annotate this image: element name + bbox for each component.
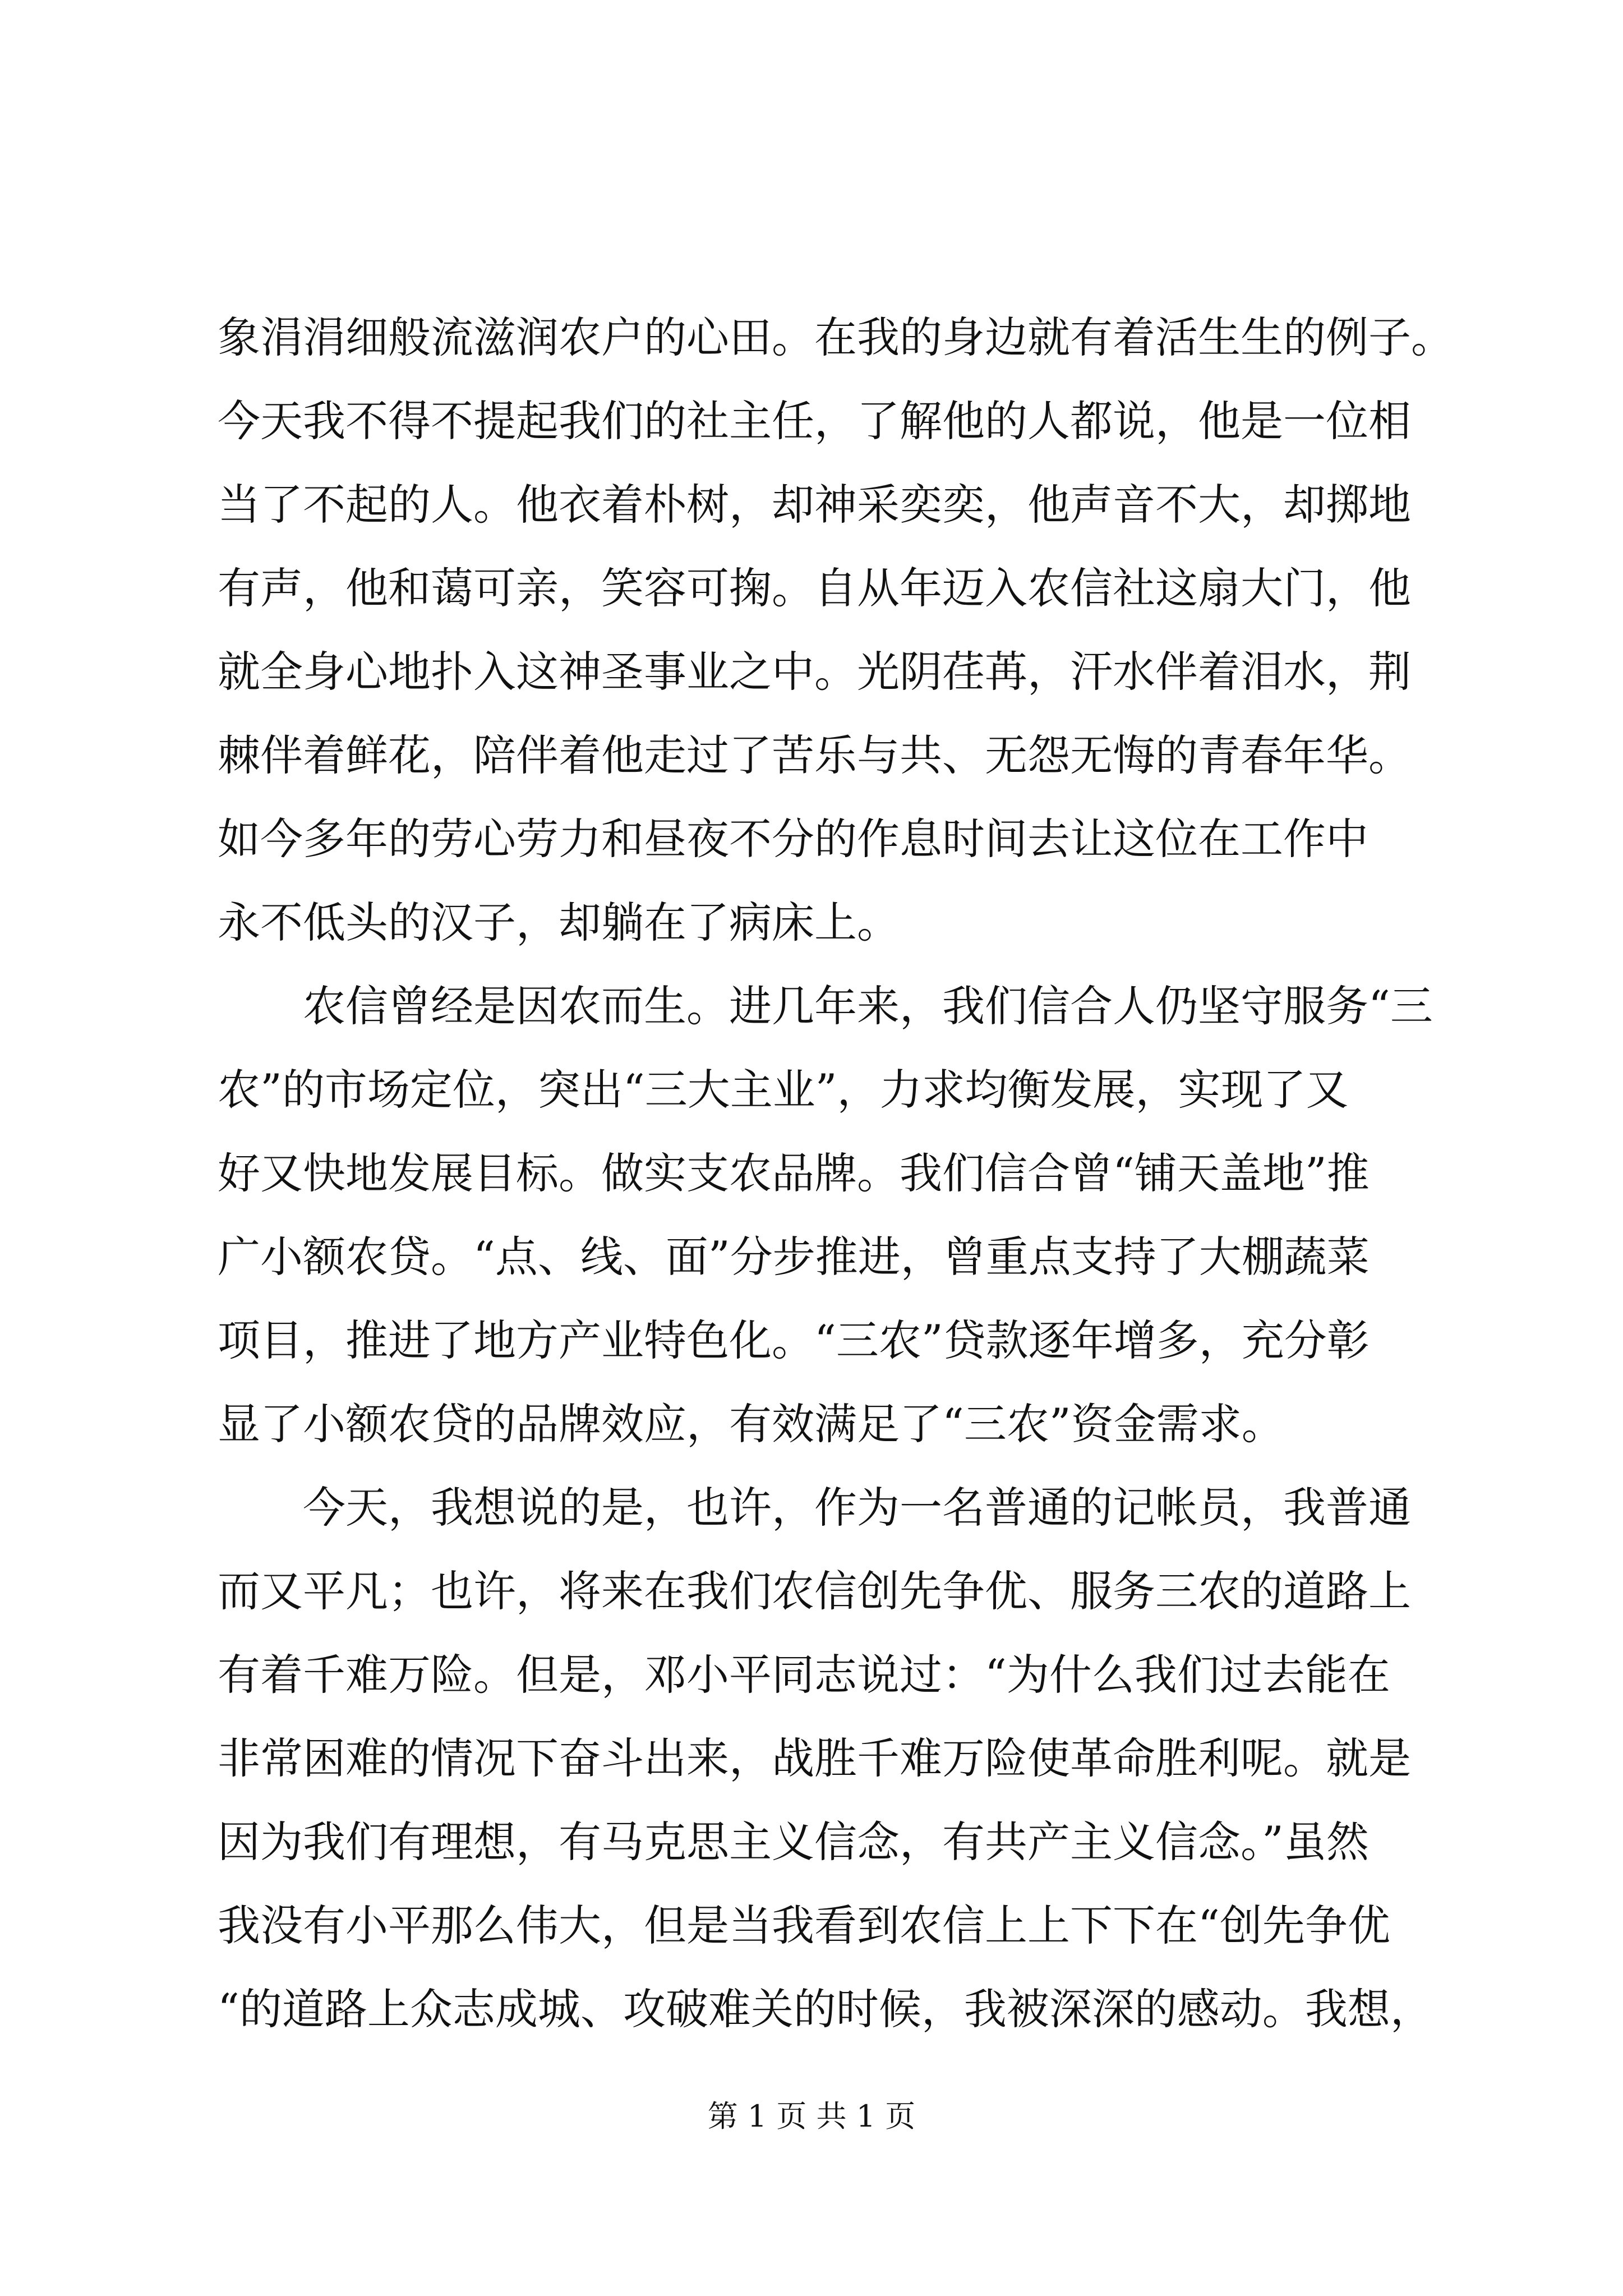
text-line: 棘伴着鲜花，陪伴着他走过了苦乐与共、无怨无悔的青春年华。	[218, 730, 1411, 780]
text-line: 就全身心地扑入这神圣事业之中。光阴荏苒，汗水伴着泪水，荆	[218, 647, 1411, 697]
text-line: 如今多年的劳心劳力和昼夜不分的作息时间去让这位在工作中	[218, 814, 1368, 864]
text-line: 农信曾经是因农而生。进几年来，我们信合人仍坚守服务“三	[303, 981, 1433, 1031]
text-line: 今天我不得不提起我们的社主任，了解他的人都说，他是一位相	[218, 396, 1411, 446]
page-footer	[0, 2086, 1623, 2147]
text-line: 非常困难的情况下奋斗出来，战胜千难万险使革命胜利呢。就是	[218, 1733, 1411, 1783]
text-line: 而又平凡；也许，将来在我们农信创先争优、服务三农的道路上	[218, 1566, 1411, 1616]
text-line: 当了不起的人。他衣着朴树，却神采奕奕，他声音不大，却掷地	[218, 480, 1411, 530]
text-line: 因为我们有理想，有马克思主义信念，有共产主义信念。”虽然	[218, 1817, 1369, 1867]
text-line: 广小额农贷。“点、线、面”分步推进，曾重点支持了大棚蔬菜	[218, 1232, 1370, 1282]
text-line: 显了小额农贷的品牌效应，有效满足了“三农”资金需求。	[218, 1399, 1284, 1449]
text-line: 今天，我想说的是，也许，作为一名普通的记帐员，我普通	[303, 1483, 1411, 1533]
text-line: “的道路上众志成城、攻破难关的时候，我被深深的感动。我想，	[218, 1984, 1433, 2034]
text-line: 有声，他和蔼可亲，笑容可掬。自从年迈入农信社这扇大门，他	[218, 563, 1411, 613]
page-number-label: 第 1 页 共 1 页	[707, 2099, 916, 2134]
text-line: 我没有小平那么伟大，但是当我看到农信上上下下在“创先争优	[218, 1901, 1390, 1950]
text-line: 永不低头的汉子，却躺在了病床上。	[218, 898, 900, 947]
text-line: 项目，推进了地方产业特色化。“三农”贷款逐年增多，充分彰	[218, 1315, 1370, 1365]
text-line: 象涓涓细般流滋润农户的心田。在我的身边就有着活生生的例子。	[218, 312, 1454, 362]
text-line: 好又快地发展目标。做实支农品牌。我们信合曾“铺天盖地”推	[218, 1148, 1370, 1198]
text-line: 有着千难万险。但是，邓小平同志说过：“为什么我们过去能在	[218, 1650, 1390, 1700]
text-line: 农”的市场定位，突出“三大主业”，力求均衡发展，实现了又	[218, 1065, 1349, 1115]
